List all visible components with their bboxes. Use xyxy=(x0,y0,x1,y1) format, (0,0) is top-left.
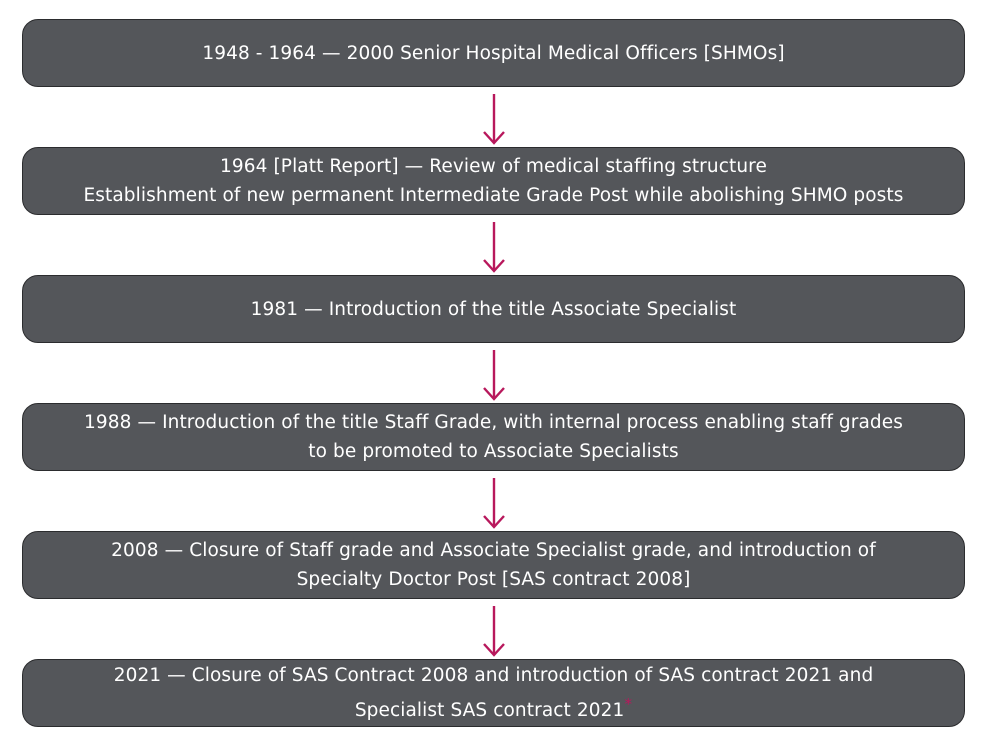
step-text: Specialist SAS contract 2021 xyxy=(354,700,625,722)
timeline-step-1964 xyxy=(22,147,965,215)
footnote-asterisk: * xyxy=(624,694,633,713)
timeline-step-2021 xyxy=(22,659,965,727)
step-text-with-footnote xyxy=(355,690,632,725)
step-text: 2008 — Closure of Staff grade and Associate Specialist grade, and introduction of xyxy=(111,540,876,561)
timeline-step-1988 xyxy=(22,403,965,471)
down-arrow-icon xyxy=(482,348,506,402)
step-text: 2021 — Closure of SAS Contract 2008 and introduction of SAS contract 2021 and xyxy=(113,664,874,686)
down-arrow-icon xyxy=(482,604,506,658)
step-text: 1981 — Introduction of the title Associate Specialist xyxy=(250,298,737,320)
timeline-step-1981 xyxy=(22,275,965,343)
step-text: Establishment of new permanent Intermediate Grade Post while abolishing SHMO posts xyxy=(83,185,904,206)
step-text: 1948 - 1964 — 2000 Senior Hospital Medical Officers [SHMOs] xyxy=(202,42,785,64)
step-text: 1964 [Platt Report] — Review of medical staffing structure xyxy=(220,156,767,177)
step-text: Specialty Doctor Post [SAS contract 2008] xyxy=(296,569,691,590)
down-arrow-icon xyxy=(482,476,506,530)
step-text: to be promoted to Associate Specialists xyxy=(308,441,679,462)
step-text: 1988 — Introduction of the title Staff Grade, with internal process enabling staff grades xyxy=(84,412,903,433)
timeline-step-1948 xyxy=(22,19,965,87)
down-arrow-icon xyxy=(482,220,506,274)
timeline-step-2008 xyxy=(22,531,965,599)
down-arrow-icon xyxy=(482,92,506,146)
